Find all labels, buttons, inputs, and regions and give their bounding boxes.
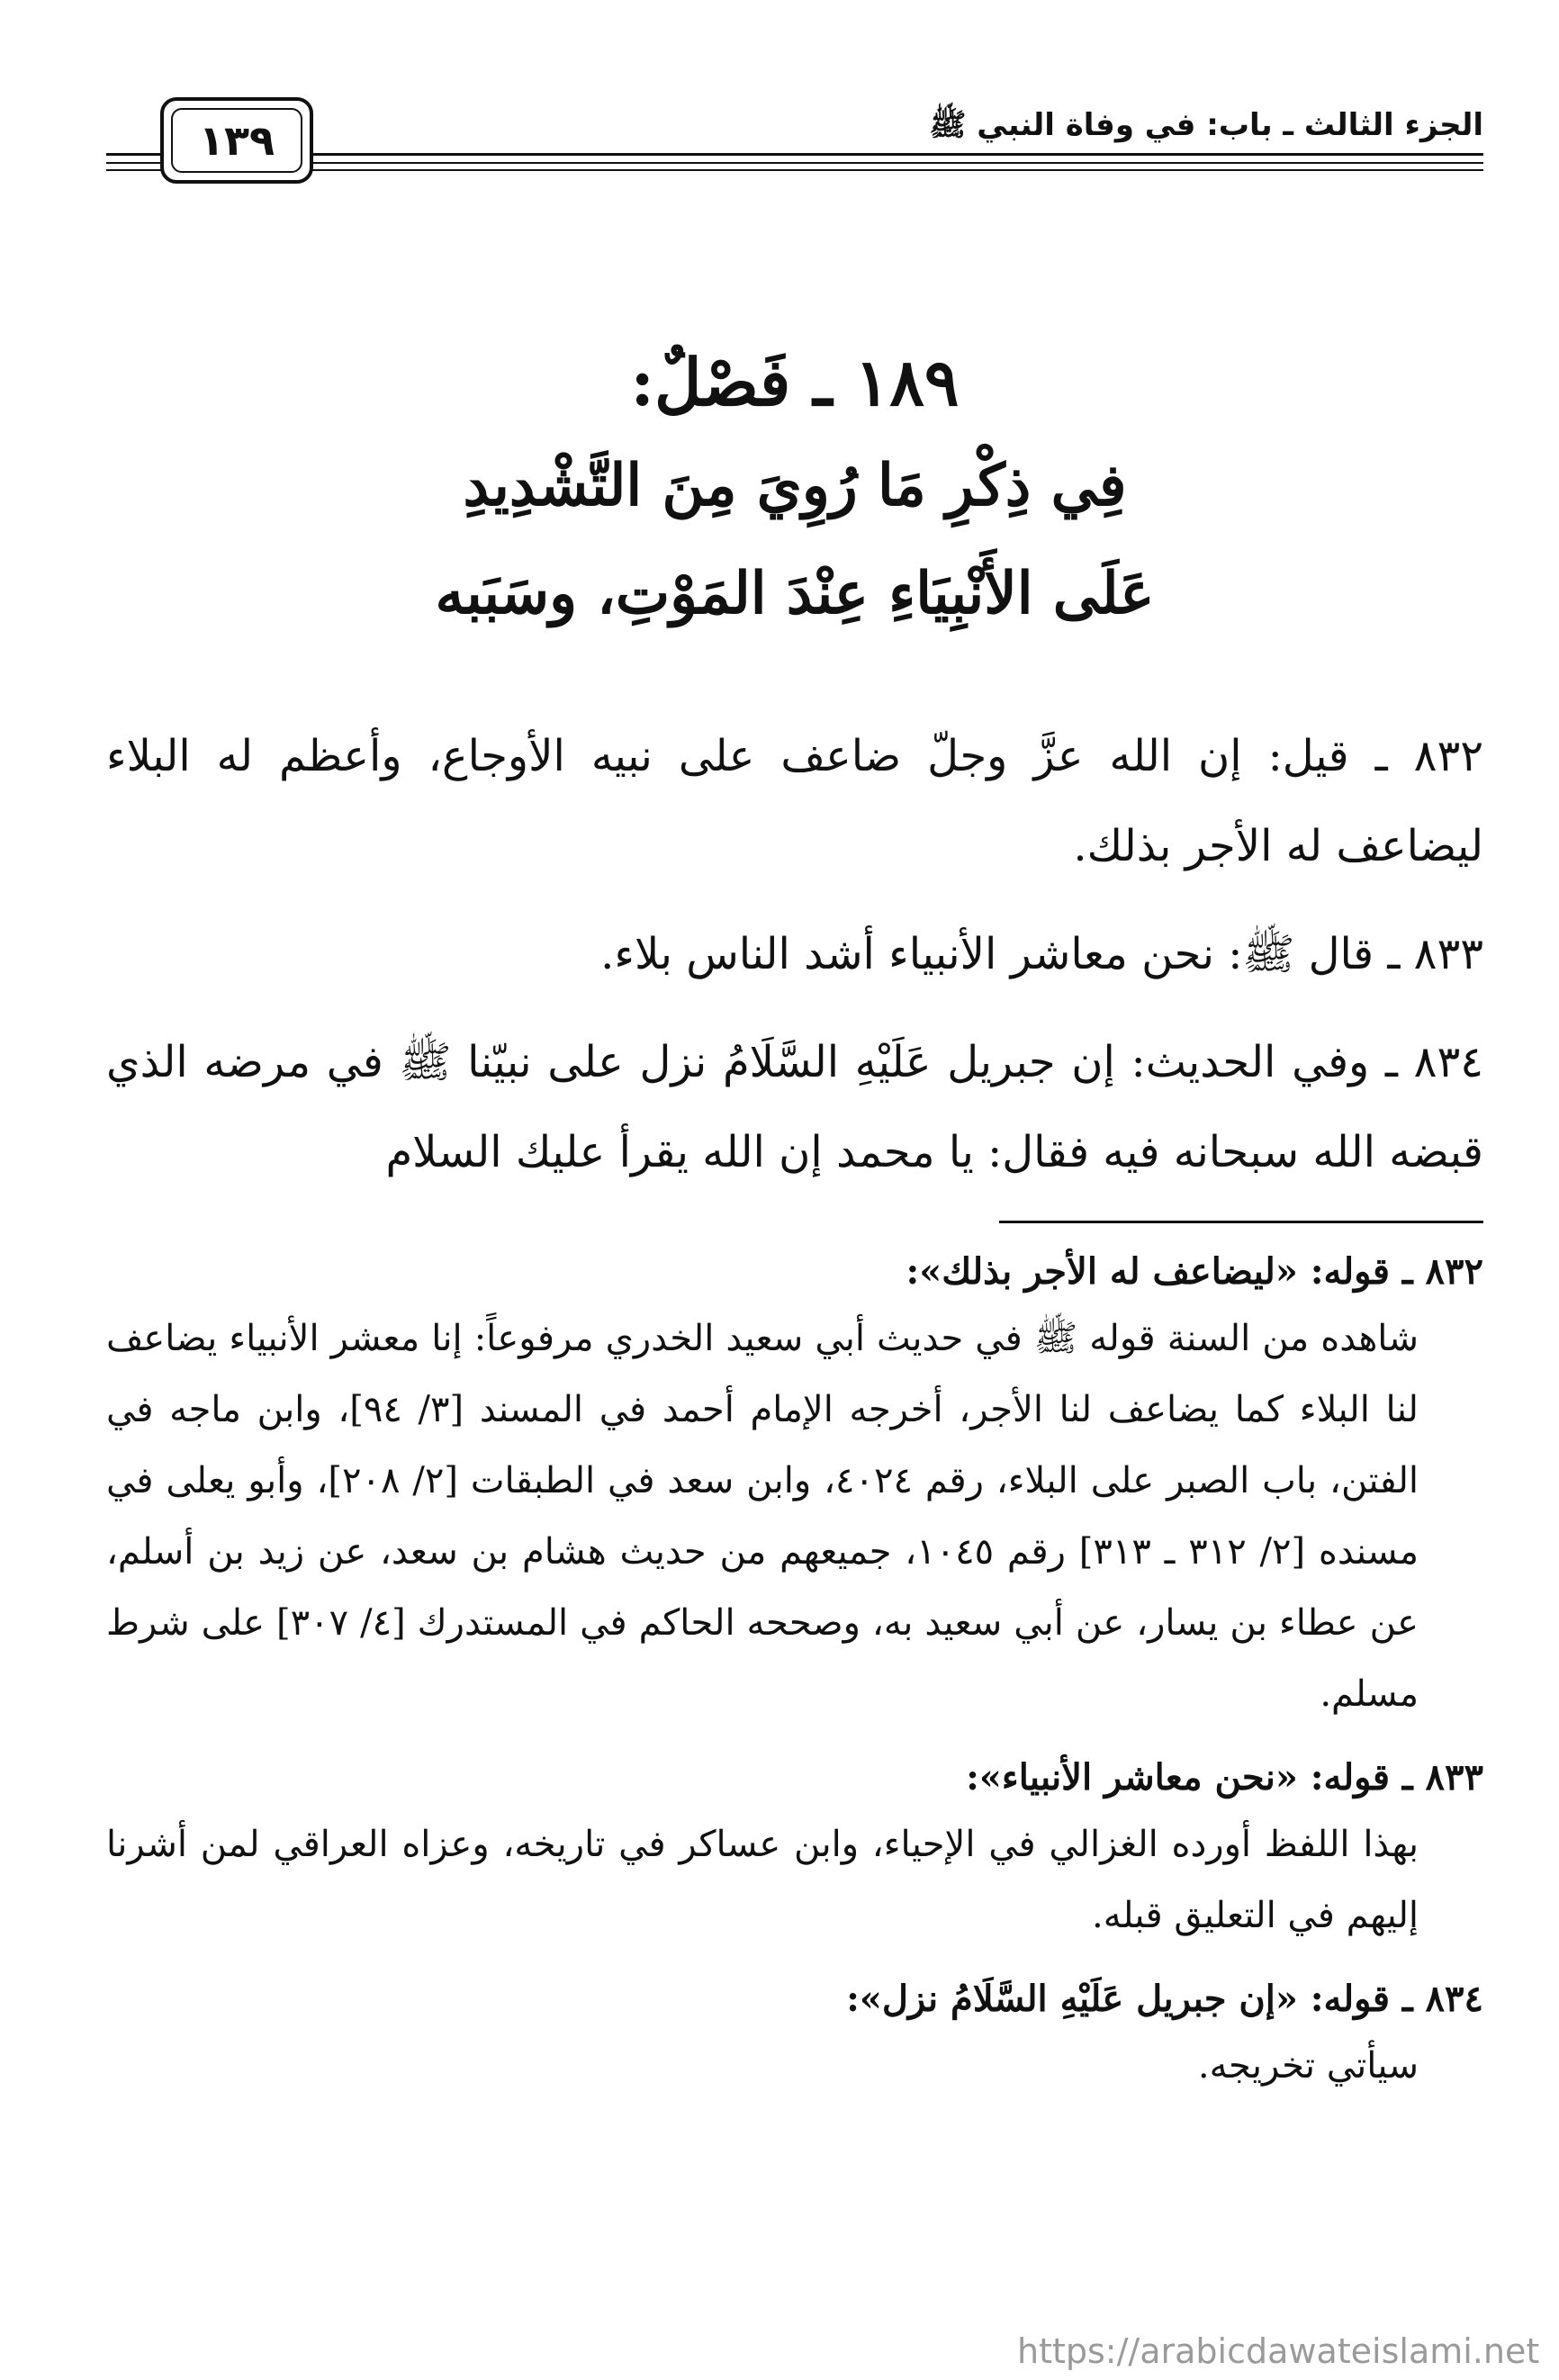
footnote: [106, 1240, 1483, 1730]
footnote-body: سيأتي تخريجه.: [1197, 2045, 1419, 2087]
chapter-number: ١٨٩ ـ فَصْلٌ:: [630, 344, 960, 420]
page-header: [106, 90, 1483, 189]
footnote-body: شاهده من السنة قوله ﷺ في حديث أبي سعيد الخدري مرفوعاً: إنا معشر الأنبياء يضاعف لنا البلاء كما يضاعف لنا الأجر، أخرجه الإمام أحمد في المسند [٣/ ٩٤]، وابن ماجه في الفتن، باب الصبر على البلاء، رقم ٤٠٢٤، وابن سعد في الطبقات [٢/ ٢٠٨]، وأبو يعلى في مسنده [٢/ ٣١٢ ـ ٣١٣] رقم ١٠٤٥، جميعهم من حديث هشام بن سعد، عن زيد بن أسلم، عن عطاء بن يسار، عن أبي سعيد به، وصححه الحاكم في المستدرك [٤/ ٣٠٧] على شرط مسلم.: [106, 1318, 1419, 1715]
footnotes: [106, 1240, 1483, 2118]
chapter-title-line-1: فِي ذِكْرِ مَا رُوِيَ مِنَ التَّشْدِيدِ: [463, 452, 1127, 519]
footnote-body: بهذا اللفظ أورده الغزالي في الإحياء، وابن عساكر في تاريخه، وعزاه العراقي لمن أشرنا إليهم في التعليق قبله.: [106, 1824, 1419, 1936]
page-number-frame: [160, 97, 313, 184]
main-paragraph: ٨٣٢ ـ قيل: إن الله عزَّ وجلّ ضاعف على نبيه الأوجاع، وأعظم له البلاء ليضاعف له الأجر بذلك.: [106, 731, 1484, 871]
chapter-heading: [106, 333, 1483, 648]
footnote-number: ٨٣٤: [1425, 1978, 1483, 2020]
footnote-heading: ٨٣٣ ـ قوله: «نحن معاشر الأنبياء»:: [966, 1756, 1483, 1799]
paragraph-text: وفي الحديث: إن جبريل عَلَيْهِ السَّلَامُ نزل على نبيّنا ﷺ في مرضه الذي قبضه الله سبحانه فيه فقال: يا محمد إن الله يقرأ عليك السلام: [106, 1037, 1483, 1177]
running-title: الجزء الثالث ـ باب: في وفاة النبي ﷺ: [924, 106, 1483, 150]
footnote-number: ٨٣٢: [1425, 1250, 1483, 1293]
footnote: [106, 1746, 1483, 1952]
footnote: [106, 1968, 1483, 2102]
paragraph-text: قيل: إن الله عزَّ وجلّ ضاعف على نبيه الأوجاع، وأعظم له البلاء ليضاعف له الأجر بذلك.: [106, 731, 1483, 871]
watermark-url: https://arabicdawateislami.net: [1017, 2331, 1540, 2371]
main-paragraph: ٨٣٣ ـ قال ﷺ: نحن معاشر الأنبياء أشد الناس بلاء.: [600, 929, 1483, 979]
paragraph-number: ٨٣٢: [1413, 731, 1484, 781]
main-paragraph: ٨٣٤ ـ وفي الحديث: إن جبريل عَلَيْهِ السَّلَامُ نزل على نبيّنا ﷺ في مرضه الذي قبضه الله سبحانه فيه فقال: يا محمد إن الله يقرأ عليك السلام: [106, 1037, 1484, 1177]
paragraph-number: ٨٣٣: [1413, 929, 1483, 979]
footnote-heading: ٨٣٤ ـ قوله: «إن جبريل عَلَيْهِ السَّلَامُ نزل»:: [846, 1978, 1483, 2020]
chapter-title-line-2: عَلَى الأَنْبِيَاءِ عِنْدَ المَوْتِ، وسَبَبه: [435, 560, 1155, 627]
main-text: [106, 711, 1483, 1215]
paragraph-number: ٨٣٤: [1413, 1037, 1484, 1087]
footnote-heading: ٨٣٢ ـ قوله: «ليضاعف له الأجر بذلك»:: [906, 1250, 1483, 1293]
footnote-number: ٨٣٣: [1425, 1756, 1483, 1799]
footnote-label: قوله: «ليضاعف له الأجر بذلك»:: [906, 1250, 1390, 1293]
footnote-label: قوله: «إن جبريل عَلَيْهِ السَّلَامُ نزل»:: [846, 1978, 1390, 2020]
page-number: ١٣٩: [171, 108, 302, 173]
paragraph-text: قال ﷺ: نحن معاشر الأنبياء أشد الناس بلاء.: [600, 929, 1374, 979]
footnote-label: قوله: «نحن معاشر الأنبياء»:: [966, 1756, 1390, 1799]
footnote-divider: [999, 1221, 1483, 1223]
